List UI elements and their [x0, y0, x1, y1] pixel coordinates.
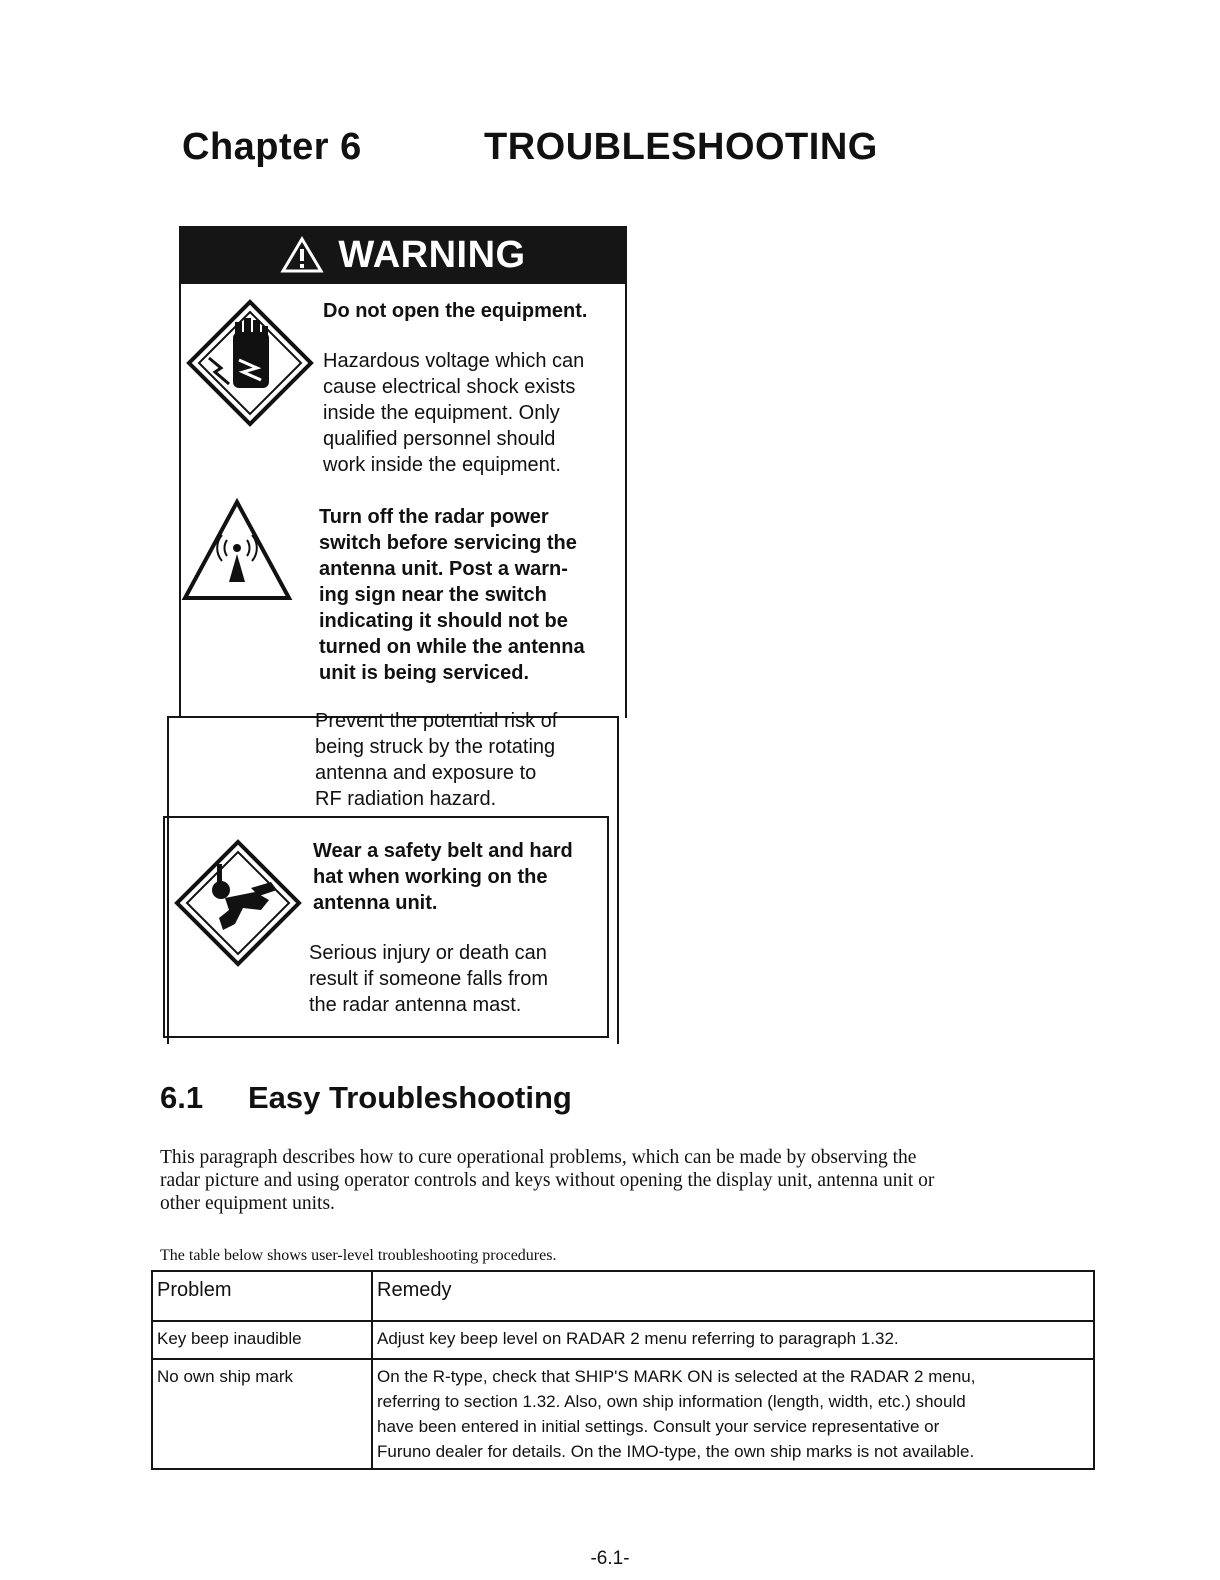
- problem-cell: Key beep inaudible: [152, 1321, 372, 1359]
- chapter-title: TROUBLESHOOTING: [484, 126, 878, 168]
- text-line: the radar antenna mast.: [309, 994, 522, 1016]
- problem-cell: No own ship mark: [152, 1359, 372, 1469]
- section-number: 6.1: [160, 1080, 204, 1115]
- text-line: cause electrical shock exists: [323, 376, 576, 398]
- warning-1-heading: Do not open the equipment.: [323, 300, 588, 322]
- warning-title: WARNING: [338, 233, 526, 276]
- warning-header: [179, 226, 627, 284]
- warning-box: [163, 226, 625, 1038]
- text-line: referring to section 1.32. Also, own ship information (length, width, etc.) should: [377, 1392, 966, 1411]
- text-line: Adjust key beep level on RADAR 2 menu referring to paragraph 1.32.: [377, 1329, 899, 1348]
- page-number: -6.1-: [590, 1548, 630, 1569]
- warning-1-body: [323, 348, 584, 478]
- text-line: Serious injury or death can: [309, 942, 547, 964]
- text-line: Hazardous voltage which can: [323, 350, 585, 372]
- warning-2-heading: [319, 504, 585, 686]
- warning-2-body: [315, 708, 557, 812]
- text-line: inside the equipment. Only: [323, 402, 560, 424]
- remedy-cell: [372, 1321, 1094, 1359]
- header-problem: Problem: [152, 1271, 372, 1321]
- text-line: switch before servicing the: [319, 532, 577, 554]
- text-line: turned on while the antenna: [319, 636, 585, 658]
- chapter-number: Chapter 6: [182, 126, 362, 168]
- table-row: [152, 1321, 1094, 1359]
- text-line: other equipment units.: [160, 1193, 335, 1214]
- text-line: work inside the equipment.: [323, 454, 561, 476]
- text-line: result if someone falls from: [309, 968, 548, 990]
- text-line: ing sign near the switch: [319, 584, 547, 606]
- hand-shock-icon: [185, 298, 315, 428]
- section-heading: [160, 1080, 572, 1116]
- text-line: have been entered in initial settings. Consult your service representative or: [377, 1417, 940, 1436]
- text-line: RF radiation hazard.: [315, 788, 497, 810]
- table-header-row: [152, 1271, 1094, 1321]
- text-line: On the R-type, check that SHIP'S MARK ON is selected at the RADAR 2 menu,: [377, 1367, 976, 1386]
- text-line: Turn off the radar power: [319, 506, 549, 528]
- text-line: This paragraph describes how to cure operational problems, which can be made by observing the: [160, 1147, 917, 1168]
- header-remedy: Remedy: [372, 1271, 1094, 1321]
- falling-person-icon: [173, 838, 303, 968]
- text-line: Wear a safety belt and hard: [313, 840, 573, 862]
- text-line: Prevent the potential risk of: [315, 710, 558, 732]
- text-line: antenna and exposure to: [315, 762, 537, 784]
- radiation-triangle-icon: [181, 498, 293, 602]
- text-line: Furuno dealer for details. On the IMO-type, the own ship marks is not available.: [377, 1442, 975, 1461]
- text-line: antenna unit.: [313, 892, 438, 914]
- text-line: antenna unit. Post a warn-: [319, 558, 568, 580]
- section-title: Easy Troubleshooting: [248, 1080, 572, 1115]
- intro-paragraph: [160, 1146, 1104, 1215]
- warning-triangle-icon: [280, 236, 324, 274]
- table-caption: The table below shows user-level troubleshooting procedures.: [160, 1247, 557, 1264]
- text-line: radar picture and using operator controls and keys without opening the display unit, antenna unit or: [160, 1170, 935, 1191]
- text-line: qualified personnel should: [323, 428, 556, 450]
- warning-3-body: [309, 940, 548, 1018]
- table-row: [152, 1359, 1094, 1469]
- text-line: hat when working on the: [313, 866, 548, 888]
- text-line: being struck by the rotating: [315, 736, 556, 758]
- warning-3-heading: [313, 838, 573, 916]
- remedy-cell: [372, 1359, 1094, 1469]
- chapter-heading: [182, 126, 878, 169]
- troubleshooting-table: [151, 1270, 1095, 1470]
- text-line: indicating it should not be: [319, 610, 568, 632]
- text-line: unit is being serviced.: [319, 662, 530, 684]
